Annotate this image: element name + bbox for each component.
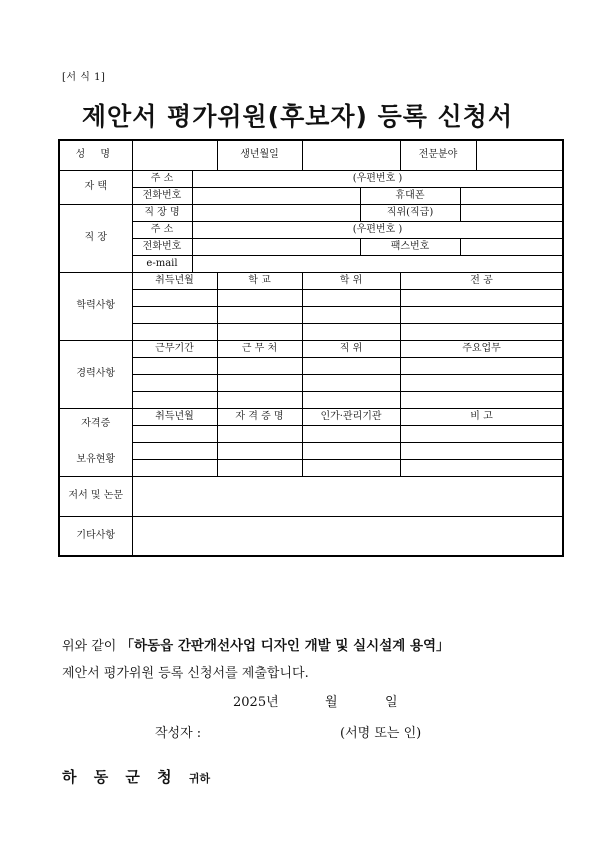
date-year: 2025년 [233, 695, 279, 710]
certificate-section-label [59, 408, 132, 476]
table-cell[interactable] [302, 391, 400, 408]
home-phone-label: 전화번호 [132, 187, 192, 204]
table-cell[interactable] [400, 306, 563, 323]
work-phone-label: 전화번호 [132, 238, 192, 255]
table-cell[interactable] [132, 459, 217, 476]
education-header-date: 취득년월 [132, 272, 217, 289]
certificate-section-line2: 보유현황 [76, 454, 116, 465]
table-cell[interactable] [132, 442, 217, 459]
table-cell[interactable] [217, 374, 302, 391]
career-section-label: 경력사항 [59, 340, 132, 408]
table-cell[interactable] [217, 289, 302, 306]
table-cell[interactable] [400, 289, 563, 306]
table-cell[interactable] [217, 391, 302, 408]
specialty-label: 전문분야 [400, 140, 476, 170]
work-address-label: 주 소 [132, 221, 192, 238]
mobile-field[interactable] [460, 187, 563, 204]
publications-label: 저서 및 논문 [59, 476, 132, 516]
statement-line2: 제안서 평가위원 등록 신청서를 제출합니다. [62, 666, 309, 681]
table-cell[interactable] [400, 442, 563, 459]
table-cell[interactable] [400, 459, 563, 476]
specialty-field[interactable] [476, 140, 563, 170]
birthdate-label: 생년월일 [217, 140, 302, 170]
publications-field[interactable] [132, 476, 563, 516]
author-label: 작성자 : [155, 726, 202, 741]
fax-label: 팩스번호 [360, 238, 460, 255]
table-cell[interactable] [400, 425, 563, 442]
career-header-duties: 주요업무 [400, 340, 563, 357]
home-section-label: 자 택 [59, 170, 132, 204]
career-header-period: 근무기간 [132, 340, 217, 357]
table-cell[interactable] [217, 459, 302, 476]
career-header-workplace: 근 무 처 [217, 340, 302, 357]
table-cell[interactable] [302, 289, 400, 306]
table-cell[interactable] [217, 425, 302, 442]
table-cell[interactable] [132, 357, 217, 374]
table-cell[interactable] [302, 425, 400, 442]
home-phone-field[interactable] [192, 187, 360, 204]
table-cell[interactable] [132, 306, 217, 323]
certificate-header-issuer: 인가·관리기관 [302, 408, 400, 425]
name-field[interactable] [132, 140, 217, 170]
table-cell[interactable] [132, 374, 217, 391]
email-field[interactable] [192, 255, 563, 272]
table-cell[interactable] [302, 442, 400, 459]
statement-line1 [62, 634, 450, 654]
date-day: 일 [385, 695, 398, 710]
table-cell[interactable] [400, 357, 563, 374]
position-label: 직위(직급) [360, 204, 460, 221]
email-label: e-mail [132, 255, 192, 272]
table-cell[interactable] [400, 323, 563, 340]
table-cell[interactable] [302, 374, 400, 391]
certificate-section-line1: 자격증 [81, 418, 111, 429]
table-cell[interactable] [132, 289, 217, 306]
table-cell[interactable] [400, 374, 563, 391]
application-form-table [58, 139, 564, 557]
education-header-major: 전 공 [400, 272, 563, 289]
fax-field[interactable] [460, 238, 563, 255]
signature-note: (서명 또는 인) [340, 726, 422, 741]
home-address-label: 주 소 [132, 170, 192, 187]
form-number-label: [서 식 1] [62, 72, 106, 83]
table-cell[interactable] [217, 323, 302, 340]
mobile-label: 휴대폰 [360, 187, 460, 204]
recipient-office: 하 동 군 청 [62, 768, 178, 786]
table-cell[interactable] [400, 391, 563, 408]
table-cell[interactable] [217, 442, 302, 459]
recipient-suffix: 귀하 [188, 772, 211, 785]
birthdate-field[interactable] [302, 140, 400, 170]
company-field[interactable] [192, 204, 360, 221]
career-header-position: 직 위 [302, 340, 400, 357]
certificate-header-name: 자 격 증 명 [217, 408, 302, 425]
table-cell[interactable] [302, 323, 400, 340]
education-section-label: 학력사항 [59, 272, 132, 340]
education-header-school: 학 교 [217, 272, 302, 289]
table-cell[interactable] [217, 306, 302, 323]
table-cell[interactable] [132, 323, 217, 340]
work-address-field[interactable]: (우편번호 ) [192, 221, 563, 238]
home-address-field[interactable]: (우편번호 ) [192, 170, 563, 187]
table-cell[interactable] [302, 459, 400, 476]
table-cell[interactable] [302, 306, 400, 323]
project-name: 「하동읍 간판개선사업 디자인 개발 및 실시설계 용역」 [120, 638, 450, 654]
table-cell[interactable] [302, 357, 400, 374]
table-cell[interactable] [217, 357, 302, 374]
table-cell[interactable] [132, 391, 217, 408]
company-label: 직 장 명 [132, 204, 192, 221]
statement-prefix: 위와 같이 [62, 639, 121, 654]
recipient [62, 766, 210, 787]
date-month: 월 [325, 695, 338, 710]
position-field[interactable] [460, 204, 563, 221]
others-field[interactable] [132, 516, 563, 556]
certificate-header-remarks: 비 고 [400, 408, 563, 425]
name-label: 성 명 [59, 140, 132, 170]
others-label: 기타사항 [59, 516, 132, 556]
document-title: 제안서 평가위원(후보자) 등록 신청서 [81, 102, 514, 131]
certificate-header-date: 취득년월 [132, 408, 217, 425]
table-cell[interactable] [132, 425, 217, 442]
work-phone-field[interactable] [192, 238, 360, 255]
work-section-label: 직 장 [59, 204, 132, 272]
education-header-degree: 학 위 [302, 272, 400, 289]
